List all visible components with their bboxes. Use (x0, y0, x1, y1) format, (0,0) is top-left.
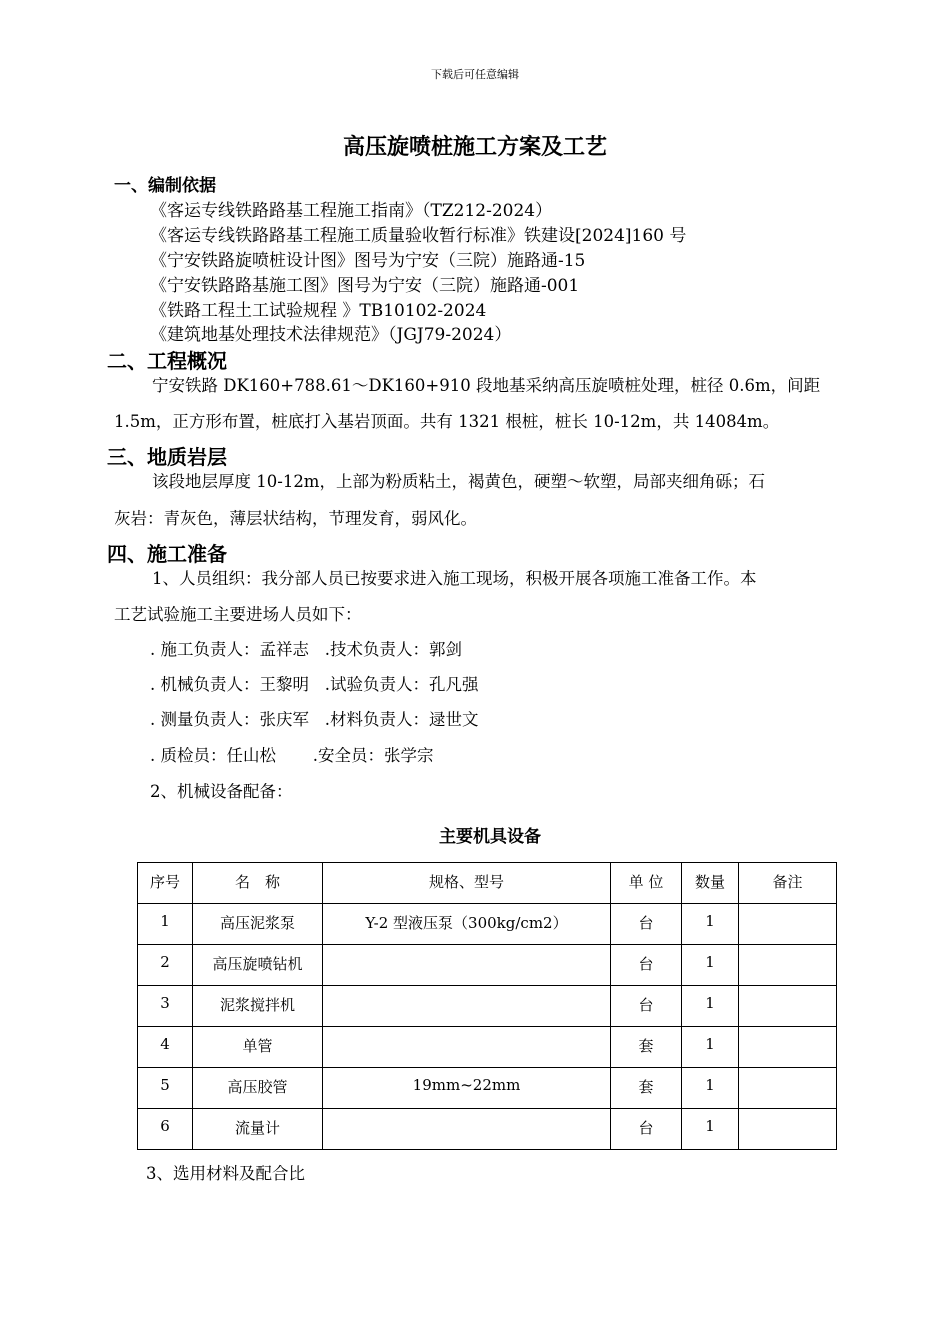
basis-item: 《宁安铁路路基施工图》图号为宁安（三院）施路通-001 (150, 276, 580, 296)
table-row (138, 1068, 837, 1109)
section-heading-preparation: 四、施工准备 (107, 542, 227, 566)
cell-name: 高压旋喷钻机 (193, 945, 323, 986)
preparation-paragraph-line: 工艺试验施工主要进场人员如下： (114, 605, 362, 624)
staff-line: . 测量负责人：张庆军 .材料负责人：逯世文 (150, 710, 479, 729)
staff-line: . 机械负责人：王黎明 .试验负责人：孔凡强 (150, 675, 479, 694)
header-cell-name: 名 称 (193, 863, 323, 904)
cell-spec (323, 1109, 611, 1150)
basis-item: 《建筑地基处理技术法律规范》（JGJ79-2024） (150, 325, 512, 345)
basis-item: 《宁安铁路旋喷桩设计图》图号为宁安（三院）施路通-15 (150, 251, 586, 271)
basis-item: 《铁路工程土工试验规程 》TB10102-2024 (150, 301, 487, 321)
cell-index: 1 (138, 904, 193, 945)
table-row (138, 986, 837, 1027)
section-heading-basis: 一、编制依据 (114, 176, 216, 196)
cell-unit: 套 (611, 1068, 682, 1109)
cell-quantity: 1 (682, 945, 739, 986)
cell-name: 单管 (193, 1027, 323, 1068)
materials-heading: 3、选用材料及配合比 (146, 1164, 305, 1183)
basis-item: 《客运专线铁路路基工程施工质量验收暂行标准》铁建设[2024]160 号 (150, 226, 687, 246)
overview-paragraph-line: 宁安铁路 DK160+788.61～DK160+910 段地基采纳高压旋喷桩处理，桩径 0.6m，间距 (152, 376, 821, 395)
cell-name: 流量计 (193, 1109, 323, 1150)
header-cell-remarks: 备注 (739, 863, 837, 904)
cell-spec (323, 945, 611, 986)
cell-quantity: 1 (682, 1068, 739, 1109)
cell-remarks (739, 1068, 837, 1109)
cell-remarks (739, 1027, 837, 1068)
cell-quantity: 1 (682, 1027, 739, 1068)
table-row (138, 904, 837, 945)
table-header-row (138, 863, 837, 904)
geology-paragraph-line: 灰岩：青灰色，薄层状结构，节理发育，弱风化。 (114, 509, 477, 528)
section-heading-overview: 二、工程概况 (107, 349, 227, 373)
cell-name: 泥浆搅拌机 (193, 986, 323, 1027)
table-row (138, 945, 837, 986)
cell-name: 高压胶管 (193, 1068, 323, 1109)
document-title: 高压旋喷桩施工方案及工艺 (342, 134, 607, 160)
cell-spec: 19mm~22mm (323, 1068, 611, 1109)
cell-unit: 台 (611, 904, 682, 945)
staff-line: . 施工负责人：孟祥志 .技术负责人：郭剑 (150, 640, 462, 659)
cell-unit: 台 (611, 945, 682, 986)
cell-spec (323, 986, 611, 1027)
header-cell-unit: 单 位 (611, 863, 682, 904)
overview-paragraph-line: 1.5m，正方形布置，桩底打入基岩顶面。共有 1321 根桩，桩长 10-12m，共 14084m。 (114, 412, 780, 431)
cell-index: 3 (138, 986, 193, 1027)
header-note: 下载后可任意编辑 (431, 68, 519, 81)
cell-unit: 台 (611, 1109, 682, 1150)
header-cell-spec: 规格、型号 (323, 863, 611, 904)
geology-paragraph-line: 该段地层厚度 10-12m，上部为粉质粘土，褐黄色，硬塑～软塑，局部夹细角砾；石 (152, 472, 765, 491)
header-cell-index: 序号 (138, 863, 193, 904)
equipment-table-title: 主要机具设备 (439, 827, 541, 847)
cell-remarks (739, 986, 837, 1027)
cell-remarks (739, 945, 837, 986)
section-heading-geology: 三、地质岩层 (107, 445, 227, 469)
cell-quantity: 1 (682, 904, 739, 945)
header-cell-quantity: 数量 (682, 863, 739, 904)
cell-quantity: 1 (682, 986, 739, 1027)
cell-remarks (739, 904, 837, 945)
cell-name: 高压泥浆泵 (193, 904, 323, 945)
cell-index: 4 (138, 1027, 193, 1068)
table-row (138, 1109, 837, 1150)
cell-index: 6 (138, 1109, 193, 1150)
cell-remarks (739, 1109, 837, 1150)
basis-item: 《客运专线铁路路基工程施工指南》（TZ212-2024） (150, 201, 553, 221)
preparation-paragraph-line: 1、人员组织：我分部人员已按要求进入施工现场，积极开展各项施工准备工作。本 (152, 569, 757, 588)
cell-index: 2 (138, 945, 193, 986)
cell-quantity: 1 (682, 1109, 739, 1150)
table-row (138, 1027, 837, 1068)
cell-spec (323, 1027, 611, 1068)
equipment-table (137, 862, 837, 1150)
cell-unit: 台 (611, 986, 682, 1027)
staff-line: . 质检员：任山松 .安全员：张学宗 (150, 746, 434, 765)
equipment-heading: 2、机械设备配备： (150, 782, 293, 801)
cell-unit: 套 (611, 1027, 682, 1068)
cell-index: 5 (138, 1068, 193, 1109)
cell-spec: Y-2 型液压泵（300kg/cm2） (323, 904, 611, 945)
